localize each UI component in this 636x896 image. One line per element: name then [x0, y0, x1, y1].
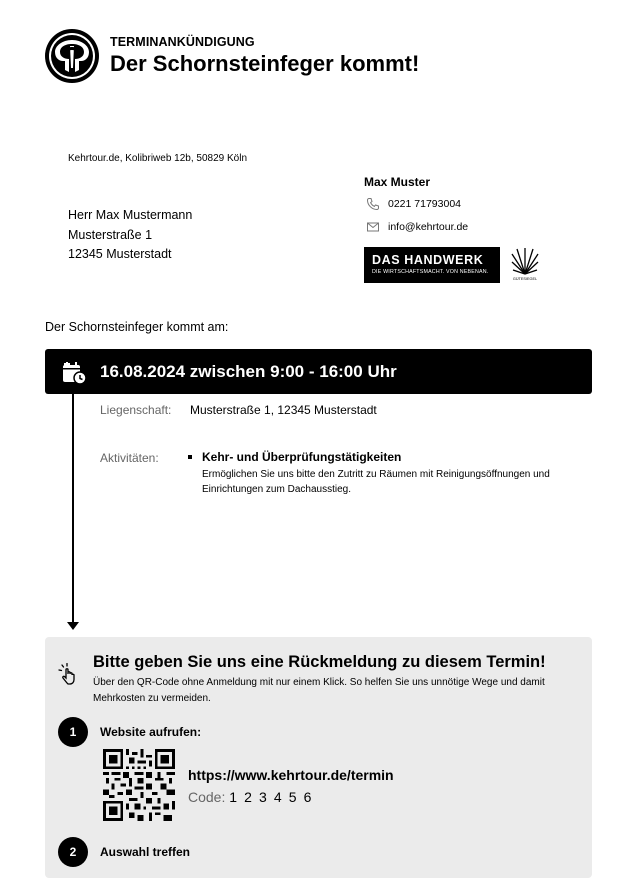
code-value: 1 2 3 4 5 6: [229, 789, 314, 805]
chimney-sweep-logo-icon: [44, 28, 100, 84]
property-label: Liegenschaft:: [100, 403, 172, 417]
handwerk-main-text: DAS HANDWERK: [372, 253, 484, 267]
timeline-line: [72, 394, 74, 624]
guetesiegel-text: GÜTESIEGEL: [512, 277, 538, 281]
hand-click-icon: [58, 663, 80, 687]
code-label: Code:: [188, 789, 226, 805]
property-value: Musterstraße 1, 12345 Musterstadt: [190, 403, 377, 417]
contact-phone-number: 0221 71793004: [388, 198, 461, 210]
feedback-url-link[interactable]: https://www.kehrtour.de/termin: [188, 767, 394, 783]
contact-name: Max Muster: [364, 175, 431, 189]
announcement-kicker: TERMINANKÜNDIGUNG: [110, 35, 255, 49]
recipient-name: Herr Max Mustermann: [68, 208, 193, 222]
page-title: Der Schornsteinfeger kommt!: [110, 51, 420, 76]
recipient-street: Musterstraße 1: [68, 227, 153, 242]
mail-icon: [366, 220, 380, 234]
activity-description: Ermöglichen Sie uns bitte den Zutritt zu Räumen mit Reinigungsöffnungen und Einrichtungen zum Dachausstieg.: [202, 469, 550, 495]
contact-block: [364, 175, 596, 284]
recipient-city: 12345 Musterstadt: [68, 247, 172, 261]
seal-rays-icon: [511, 246, 539, 276]
feedback-panel: [45, 637, 592, 878]
phone-icon: [366, 197, 380, 211]
contact-phone[interactable]: [364, 197, 596, 211]
feedback-title: Bitte geben Sie uns eine Rückmeldung zu diesem Termin!: [93, 653, 546, 671]
activity-item: [188, 450, 588, 497]
header: [44, 28, 419, 84]
activities-label: Aktivitäten:: [100, 451, 159, 465]
contact-email-address: info@kehrtour.de: [388, 221, 469, 233]
appointment-date-time: 16.08.2024 zwischen 9:00 - 16:00 Uhr: [100, 361, 397, 381]
badges: [364, 246, 596, 284]
step-1-number: 1: [58, 717, 88, 747]
step-2-number: 2: [58, 837, 88, 867]
das-handwerk-logo: [364, 247, 500, 283]
calendar-clock-icon: [62, 360, 86, 384]
sender-address: Kehrtour.de, Kolibriweb 12b, 50829 Köln: [68, 153, 248, 164]
handwerk-sub-text: DIE WIRTSCHAFTSMACHT. VON NEBENAN.: [372, 269, 489, 275]
appointment-intro: Der Schornsteinfeger kommt am:: [45, 320, 229, 334]
step-1-label: Website aufrufen:: [100, 725, 202, 739]
appointment-date-bar: [45, 349, 592, 394]
feedback-description: Über den QR-Code ohne Anmeldung mit nur einem Klick. So helfen Sie uns unnötige Wege und damit Mehrkosten zu vermeiden.: [93, 677, 545, 704]
guetesiegel-badge: [510, 246, 540, 284]
bullet-icon: [188, 455, 192, 459]
step-2-label: Auswahl treffen: [100, 845, 191, 859]
recipient-address: [68, 206, 192, 265]
feedback-code: [188, 789, 313, 805]
contact-email[interactable]: [364, 220, 596, 234]
activity-title: Kehr- und Überprüfungstätigkeiten: [202, 450, 402, 464]
timeline-arrow-icon: [67, 622, 79, 630]
qr-code-icon[interactable]: [103, 749, 175, 821]
